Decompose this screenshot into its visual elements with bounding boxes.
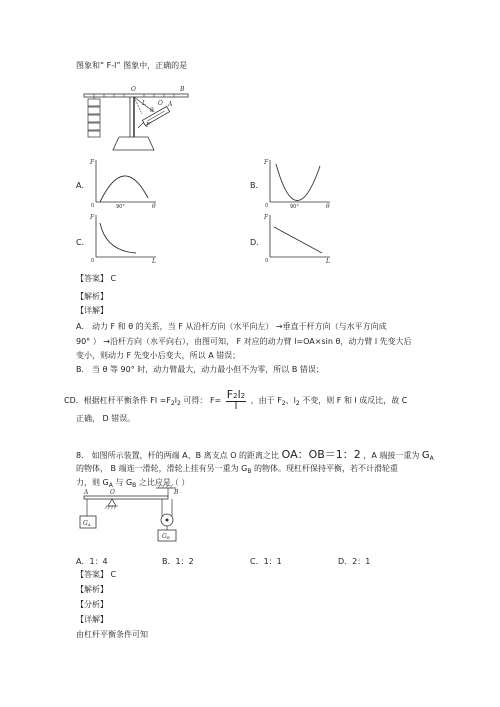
q8-text-3c: 之比应是（ ） (136, 478, 190, 487)
graph-C-xlabel: L (152, 258, 156, 265)
q8-text-1b: ，A 端接一重为 (363, 451, 420, 460)
q8-line1 (76, 450, 434, 464)
cd-text-2: l (174, 396, 178, 405)
graph-B-ylabel: F (264, 159, 269, 166)
cd-text-5: 、l (285, 396, 296, 405)
q7-b-line1: B． 当 θ 等 90° 时，动力臂最大，动力最小但不为零，所以 B 错误； (76, 365, 324, 374)
q7-cd-line2: 正确， D 错误。 (76, 414, 136, 423)
graph-A-origin: 0 (91, 203, 95, 209)
q8-fig-A: A (84, 489, 89, 496)
q8-analysis2: 【分析】 (76, 600, 108, 609)
q8-text-2b: 的物体。现杠杆保持平衡，若不计滑轮重 (251, 464, 398, 473)
frac-num-sub: 2 (233, 392, 238, 400)
q8-option-A: A．1：4 (76, 557, 108, 566)
label-B: B (180, 86, 185, 93)
q7-a-line2: 90° ） →沿杆方向（水平向右），由图可知， F 对应的动力臂 l=OA×sin θ，动力臂 l 先变大后 (76, 337, 412, 346)
graph-A-ylabel: F (90, 159, 95, 166)
option-B-label: B． (250, 181, 264, 190)
graph-C-ylabel: F (90, 214, 95, 221)
lever-figure (84, 82, 204, 162)
option-A-label: A． (76, 181, 90, 190)
cd-text-4: ，由于 F (250, 396, 282, 405)
graph-D-origin: 0 (265, 258, 269, 264)
q8-answer: 【答案】 C (76, 570, 117, 579)
graph-A (88, 158, 158, 208)
q8-option-D: D．2：1 (338, 557, 371, 566)
label-O-mid: O (158, 100, 163, 107)
q8-text-1: 8． 如图所示装置，杆的两端 A、B 离支点 O 的距离之比 (76, 451, 280, 460)
q8-sub-a: A (108, 482, 113, 489)
q8-gb-sub: B (247, 468, 252, 475)
graph-B (262, 158, 332, 208)
graph-B-mid: 90° (290, 204, 299, 210)
q8-last: 由杠杆平衡条件可知 (76, 630, 148, 639)
q8-text-2: 的物体， B 端连一滑轮，滑轮上挂有另一重为 G (76, 464, 248, 473)
lever-pulley-figure (76, 482, 186, 542)
graph-A-xlabel: θ (152, 203, 156, 210)
cd-text-6: 不变，则 F 和 l 成反比，故 C (299, 396, 408, 405)
cd-sub-5: 2 (295, 400, 300, 407)
label-F: F (146, 122, 151, 129)
frac-num-l: l (237, 388, 241, 401)
graph-D-ylabel: F (264, 214, 269, 221)
frac-num-F: F (226, 388, 234, 401)
option-D-label: D． (250, 238, 265, 247)
graph-C (88, 213, 158, 263)
q7-analysis: 【解析】 (76, 292, 108, 301)
graph-A-mid: 90° (116, 204, 125, 210)
label-O-top: O (131, 86, 136, 93)
q7-answer: 【答案】 C (76, 274, 117, 283)
q7-cd-line1 (64, 390, 407, 411)
q7-detail: 【详解】 (76, 306, 108, 315)
cd-text-1: CD．根据杠杆平衡条件 Fl =F (64, 396, 171, 405)
fraction (226, 390, 246, 411)
q8-ga-sub: A (429, 455, 434, 462)
q7-a-line3: 变小，则动力 F 先变小后变大，所以 A 错误； (76, 351, 241, 360)
q8-analysis: 【解析】 (76, 585, 108, 594)
q8-option-C: C．1：1 (250, 557, 282, 566)
q8-text-3b: 与 G (112, 478, 133, 487)
q8-text-3: 力，则 G (76, 478, 109, 487)
cd-sub-2: 2 (177, 400, 181, 407)
q8-fig-B: B (174, 489, 179, 496)
cd-sub-4: 2 (281, 400, 286, 407)
graph-B-xlabel: θ (326, 203, 330, 210)
fraction-denominator: l (234, 401, 238, 412)
q8-fig-GB: GB (162, 533, 170, 540)
q7-a-line1: A． 动力 F 和 θ 的关系，当 F 从沿杆方向（水平向左） →垂直于杆方向（与水平方向成 (76, 322, 387, 331)
q8-option-B: B．1：2 (162, 557, 194, 566)
label-theta: θ (150, 107, 154, 114)
graph-B-origin: 0 (265, 203, 269, 209)
q8-fig-O: O (110, 489, 115, 496)
q8-ga: G (421, 450, 430, 461)
q8-fig-GA: GA (83, 520, 91, 527)
cd-sub-1: 2 (170, 400, 175, 407)
frac-num2-sub: 2 (240, 392, 246, 400)
option-C-label: C． (76, 238, 90, 247)
graph-C-origin: 0 (91, 258, 95, 264)
q8-detail: 【详解】 (76, 615, 108, 624)
label-A: A (168, 101, 173, 108)
label-L: L (142, 100, 146, 107)
graph-D (262, 213, 332, 263)
cd-text-3: 可得： F= (180, 396, 222, 405)
graph-D-xlabel: L (326, 258, 330, 265)
q8-ratio: OA：OB＝1：2 (281, 448, 361, 461)
q8-sub-b: B (132, 482, 137, 489)
question-intro: 图象和“ F-l” 图象中，正确的是 (76, 61, 188, 70)
q8-line2 (76, 464, 398, 477)
